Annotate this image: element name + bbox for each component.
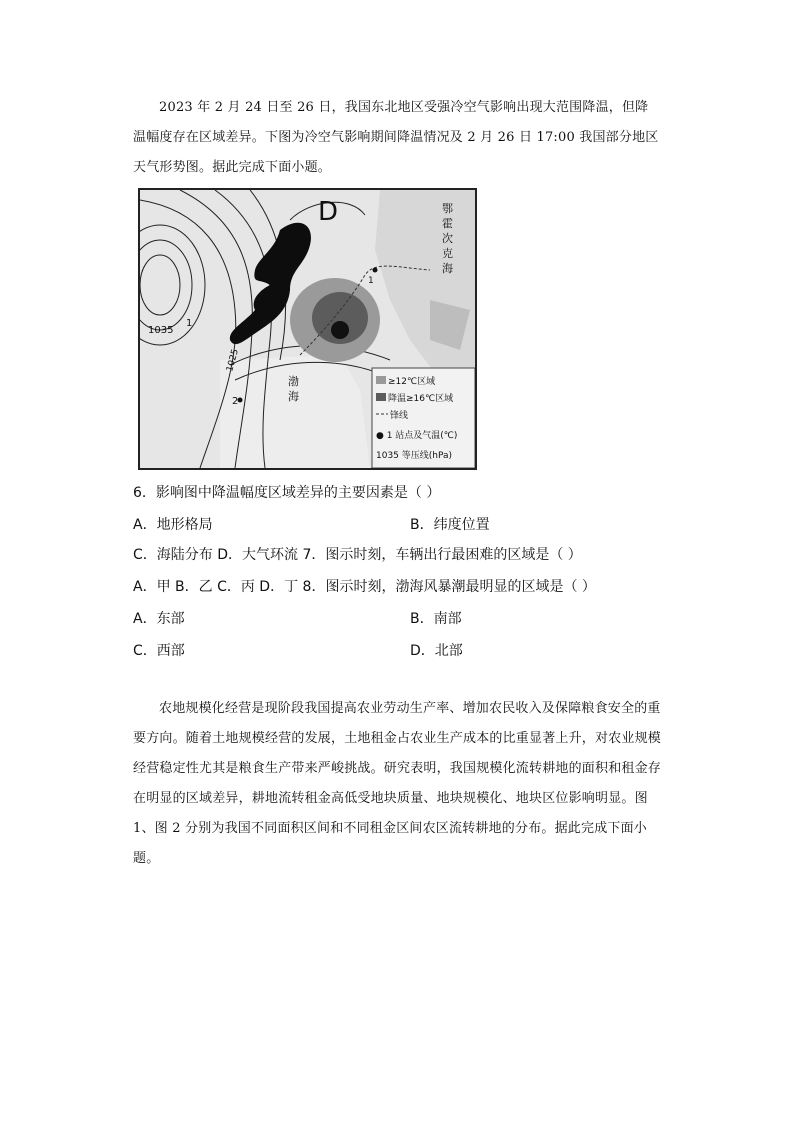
question-6-stem: 6．影响图中降温幅度区域差异的主要因素是（ ） (133, 485, 441, 501)
label-1025: 1025 (225, 348, 241, 373)
legend-item-2: 降温≥16℃区域 (388, 394, 454, 404)
intro-paragraph-2: 农地规模化经营是现阶段我国提高农业劳动生产率、增加农民收入及保障粮食安全的重要方向。随着土地规模经营的发展，土地租金占农业生产成本的比重显著上升，对农业规模经营稳定性尤其是粮食生产带来严峻挑战。研究表明，我国规模化流转耕地的面积和租金存在明显的区域差异，耕地流转租金高低受地块质量、地块规模化、地块区位影响明显。图 1、图 2 分别为我国不同面积区间和不同租金区间农区流转耕地的分布。据此完成下面小题。 (133, 701, 662, 866)
intro-paragraph-1: 2023 年 2 月 24 日至 26 日，我国东北地区受强冷空气影响出现大范围降温，但降温幅度存在区域差异。下图为冷空气影响期间降温情况及 2 月 26 日 17:00 我国部分地区天气形势图。据此完成下面小题。 (133, 100, 659, 175)
legend-item-5: 1035 等压线(hPa) (376, 451, 453, 461)
label-station-1: 1 (186, 318, 193, 329)
weather-map (138, 188, 477, 470)
q8-option-a: A．东部 (133, 611, 185, 627)
svg-text:渤: 渤 (288, 375, 299, 388)
q6-option-a: A．地形格局 (133, 517, 213, 533)
svg-text:次: 次 (442, 232, 453, 245)
svg-text:克: 克 (442, 247, 453, 260)
svg-text:海: 海 (288, 390, 299, 403)
label-station-2: 2 (232, 396, 239, 407)
legend-item-3: 锋线 (390, 411, 409, 421)
svg-text:霍: 霍 (442, 217, 453, 230)
weather-map-svg (140, 190, 475, 468)
legend-item-1: ≥12℃区域 (388, 377, 436, 387)
svg-text:鄂: 鄂 (442, 202, 453, 215)
label-sea-right (442, 202, 453, 275)
q8-option-c: C．西部 (133, 643, 185, 659)
q6-options-cd-and-q7-stem: C．海陆分布 D．大气环流 7．图示时刻，车辆出行最困难的区域是（ ） (133, 547, 582, 563)
q6-option-b: B．纬度位置 (410, 517, 490, 533)
q7-options-and-q8-stem: A．甲 B．乙 C．丙 D．丁 8．图示时刻，渤海风暴潮最明显的区域是（ ） (133, 579, 596, 595)
q8-option-b: B．南部 (410, 611, 462, 627)
legend-item-4: ● 1 站点及气温(℃) (376, 431, 458, 441)
label-1035: 1035 (148, 325, 174, 336)
label-d: D (318, 197, 339, 227)
station-1-dot (373, 268, 378, 273)
svg-text:海: 海 (442, 262, 453, 275)
label-station-1-top: 1 (368, 276, 374, 286)
q8-option-d: D．北部 (410, 643, 463, 659)
